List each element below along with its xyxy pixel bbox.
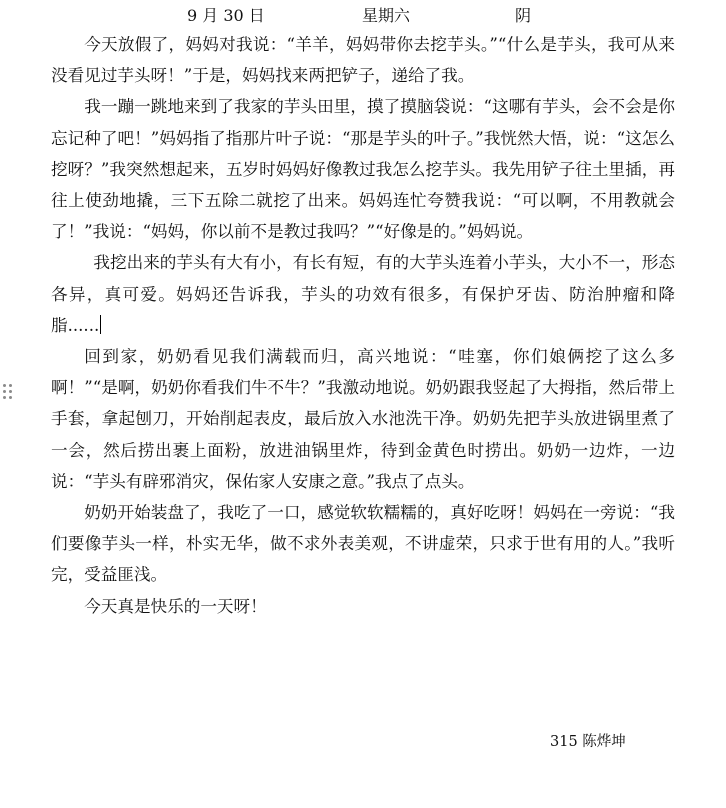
paragraph-5: 奶奶开始装盘了，我吃了一口，感觉软软糯糯的，真好吃呀！妈妈在一旁说：“我们要像芋头一样，朴实无华，做不求外表美观，不讲虚荣，只求于世有用的人。”我听完，受益匪浅。 [51, 503, 675, 585]
header-weekday: 星期六 [362, 6, 411, 25]
paragraph-2: 我一蹦一跳地来到了我家的芋头田里，摸了摸脑袋说：“这哪有芋头，会不会是你忘记种了吧！”妈妈指了指那片叶子说：“那是芋头的叶子。”我恍然大悟，说：“这怎么挖呀？”我突然想起来，五岁时妈妈好像教过我怎么挖芋头。我先用铲子往土里插，再往上使劲地撬，三下五除二就挖了出来。妈妈连忙夸赞我说：“可以啊，不用教就会了！”我说：“妈妈，你以前不是教过我吗？”“好像是的。”妈妈说。 [51, 97, 675, 242]
paragraph-4: 回到家，奶奶看见我们满载而归，高兴地说：“哇塞，你们娘俩挖了这么多啊！”“是啊，奶奶你看我们牛不牛？”我激动地说。奶奶跟我竖起了大拇指，然后带上手套，拿起刨刀，开始削起表皮，最后放入水池洗干净。奶奶先把芋头放进锅里煮了一会，然后捞出裹上面粉，放进油锅里炸，待到金黄色时捞出。奶奶一边炸，一边说：“芋头有辟邪消灾，保佑家人安康之意。”我点了点头。 [51, 347, 675, 491]
drag-handle-dot [9, 390, 12, 393]
header-weather: 阴 [515, 6, 532, 25]
drag-handle-icon[interactable] [3, 384, 13, 400]
drag-handle-dot [3, 390, 6, 393]
paragraph-6: 今天真是快乐的一天呀！ [84, 596, 267, 616]
document-body[interactable] [51, 29, 675, 622]
header-date: 9 月 30 日 [187, 6, 265, 25]
diary-header [0, 4, 726, 28]
paragraph-3 [51, 247, 675, 341]
drag-handle-dot [9, 384, 12, 387]
author-signature: 315 陈烨坤 [550, 734, 626, 750]
drag-handle-dot [9, 396, 12, 399]
paragraph-1: 今天放假了，妈妈对我说：“羊羊，妈妈带你去挖芋头。”“什么是芋头，我可从来没看见过芋头呀！”于是，妈妈找来两把铲子，递给了我。 [51, 35, 675, 86]
drag-handle-dot [3, 384, 6, 387]
text-cursor [100, 315, 101, 334]
drag-handle-dot [3, 396, 6, 399]
paragraph-3-text: 我挖出来的芋头有大有小，有长有短，有的大芋头连着小芋头，大小不一，形态各异，真可爱。妈妈还告诉我，芋头的功效有很多，有保护牙齿、防治肿瘤和降脂...... [51, 253, 675, 335]
